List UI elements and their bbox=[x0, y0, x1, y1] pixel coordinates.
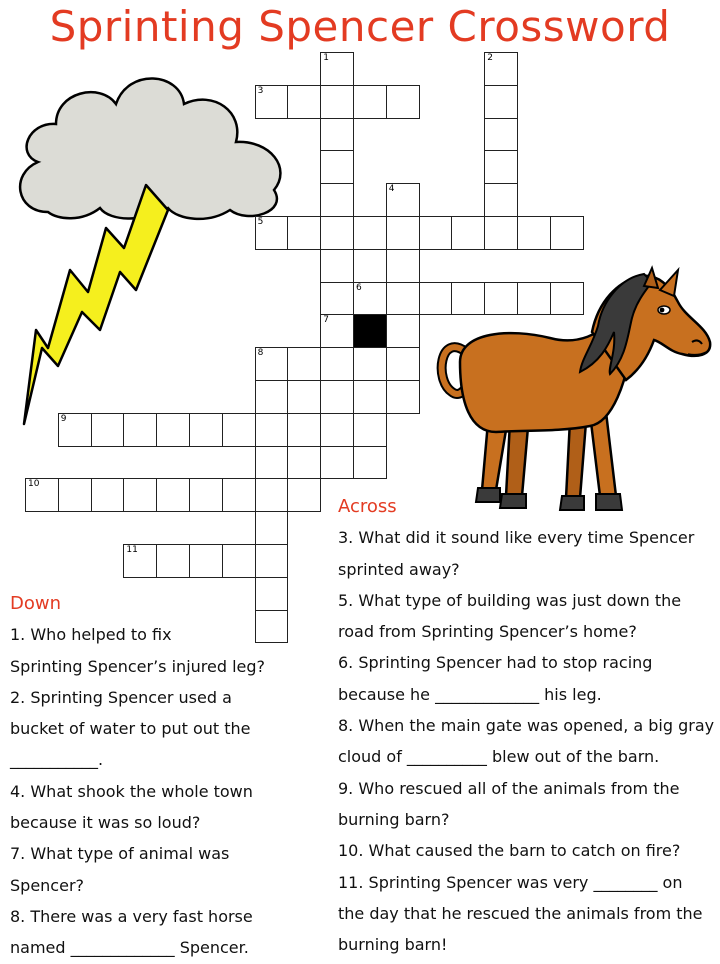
clue-number: 10 bbox=[28, 479, 40, 490]
crossword-cell[interactable] bbox=[156, 544, 190, 578]
crossword-cell[interactable] bbox=[517, 216, 551, 250]
crossword-cell[interactable] bbox=[386, 216, 420, 250]
across-clue-line: sprinted away? bbox=[338, 559, 460, 579]
crossword-cell[interactable] bbox=[484, 118, 518, 152]
crossword-cell[interactable] bbox=[517, 282, 551, 316]
crossword-cell[interactable] bbox=[222, 478, 256, 512]
crossword-cell[interactable] bbox=[353, 216, 387, 250]
across-clue-line: road from Sprinting Spencer’s home? bbox=[338, 622, 637, 642]
crossword-cell[interactable] bbox=[320, 380, 354, 414]
crossword-cell[interactable] bbox=[320, 183, 354, 217]
crossword-cell[interactable] bbox=[320, 249, 354, 283]
crossword-cell[interactable] bbox=[255, 478, 289, 512]
crossword-cell[interactable] bbox=[419, 282, 453, 316]
crossword-cell[interactable] bbox=[287, 347, 321, 381]
clue-number: 8 bbox=[257, 348, 264, 359]
down-clue-line: because it was so loud? bbox=[10, 813, 201, 833]
clue-number: 9 bbox=[60, 413, 67, 424]
crossword-cell[interactable] bbox=[484, 85, 518, 119]
across-clue-line: because he _____________ his leg. bbox=[338, 684, 602, 704]
across-clue-line: 5. What type of building was just down the bbox=[338, 590, 682, 610]
crossword-cell[interactable] bbox=[255, 544, 289, 578]
crossword-cell[interactable] bbox=[320, 85, 354, 119]
crossword-cell[interactable] bbox=[58, 413, 92, 447]
crossword-cell[interactable] bbox=[320, 314, 354, 348]
across-clue-line: burning barn! bbox=[338, 935, 448, 955]
crossword-cell[interactable] bbox=[320, 413, 354, 447]
crossword-cell[interactable] bbox=[222, 413, 256, 447]
clue-number: 11 bbox=[126, 545, 138, 555]
clue-number: 1 bbox=[323, 53, 329, 63]
crossword-cell[interactable] bbox=[484, 183, 518, 217]
crossword-cell[interactable] bbox=[550, 282, 584, 316]
page-title: Sprinting Spencer Crossword bbox=[49, 2, 671, 51]
crossword-black-cell bbox=[353, 314, 387, 348]
across-clues bbox=[338, 491, 718, 960]
crossword-cell[interactable] bbox=[255, 347, 289, 381]
crossword-cell[interactable] bbox=[287, 85, 321, 119]
crossword-cell[interactable] bbox=[451, 216, 485, 250]
crossword-cell[interactable] bbox=[353, 282, 387, 316]
crossword-cell[interactable] bbox=[189, 478, 223, 512]
clue-number: 6 bbox=[356, 282, 362, 293]
down-heading: Down bbox=[10, 593, 62, 614]
clue-number: 5 bbox=[257, 217, 264, 227]
across-clue-line: 10. What caused the barn to catch on fire? bbox=[338, 841, 681, 861]
clue-number: 4 bbox=[388, 184, 395, 195]
down-clue-line: 8. There was a very fast horse bbox=[10, 906, 253, 926]
crossword-cell[interactable] bbox=[484, 282, 518, 316]
crossword-cell[interactable] bbox=[123, 413, 157, 447]
down-clue-line: 1. Who helped to fix bbox=[10, 625, 172, 645]
crossword-cell[interactable] bbox=[123, 478, 157, 512]
crossword-cell[interactable] bbox=[386, 314, 420, 348]
crossword-cell[interactable] bbox=[156, 413, 190, 447]
crossword-cell[interactable] bbox=[320, 347, 354, 381]
across-clue-line: 3. What did it sound like every time Spencer bbox=[338, 528, 695, 548]
crossword-cell[interactable] bbox=[156, 478, 190, 512]
crossword-cell[interactable] bbox=[255, 413, 289, 447]
crossword-cell[interactable] bbox=[419, 216, 453, 250]
across-clue-line: 8. When the main gate was opened, a big gray bbox=[338, 716, 715, 736]
crossword-cell[interactable] bbox=[255, 380, 289, 414]
crossword-cell[interactable] bbox=[353, 85, 387, 119]
crossword-cell[interactable] bbox=[386, 249, 420, 283]
crossword-cell[interactable] bbox=[222, 544, 256, 578]
down-clue-line: ___________. bbox=[10, 750, 104, 770]
across-clue-line: 9. Who rescued all of the animals from the bbox=[338, 778, 680, 798]
crossword-cell[interactable] bbox=[320, 52, 354, 86]
down-clues bbox=[10, 588, 310, 964]
crossword-cell[interactable] bbox=[353, 413, 387, 447]
crossword-cell[interactable] bbox=[320, 118, 354, 152]
crossword-cell[interactable] bbox=[189, 544, 223, 578]
down-clue-line: Spencer? bbox=[10, 875, 85, 895]
crossword-cell[interactable] bbox=[386, 183, 420, 217]
crossword-cell[interactable] bbox=[255, 511, 289, 545]
crossword-cell[interactable] bbox=[287, 413, 321, 447]
crossword-cell[interactable] bbox=[58, 478, 92, 512]
crossword-cell[interactable] bbox=[484, 52, 518, 86]
crossword-cell[interactable] bbox=[386, 380, 420, 414]
crossword-cell[interactable] bbox=[550, 216, 584, 250]
down-clue-line: 7. What type of animal was bbox=[10, 844, 230, 864]
crossword-cell[interactable] bbox=[353, 446, 387, 480]
across-clue-line: the day that he rescued the animals from the bbox=[338, 903, 703, 923]
down-clue-line: Sprinting Spencer’s injured leg? bbox=[10, 656, 266, 676]
clue-number: 2 bbox=[487, 53, 493, 63]
down-clue-line: 2. Sprinting Spencer used a bbox=[10, 687, 232, 707]
crossword-cell[interactable] bbox=[386, 85, 420, 119]
crossword-cell[interactable] bbox=[320, 150, 354, 184]
crossword-cell[interactable] bbox=[91, 478, 125, 512]
crossword-cell[interactable] bbox=[451, 282, 485, 316]
crossword-cell[interactable] bbox=[255, 85, 289, 119]
down-clue-line: bucket of water to put out the bbox=[10, 719, 251, 739]
clue-number: 7 bbox=[323, 315, 329, 326]
crossword-cell[interactable] bbox=[320, 216, 354, 250]
crossword-cell[interactable] bbox=[320, 282, 354, 316]
crossword-cell[interactable] bbox=[91, 413, 125, 447]
down-clue-line: named _____________ Spencer. bbox=[10, 938, 249, 958]
crossword-cell[interactable] bbox=[287, 478, 321, 512]
across-clue-line: burning barn? bbox=[338, 809, 450, 829]
across-clue-line: 6. Sprinting Spencer had to stop racing bbox=[338, 653, 653, 673]
crossword-cell[interactable] bbox=[123, 544, 157, 578]
across-heading: Across bbox=[338, 496, 397, 517]
crossword-cell[interactable] bbox=[386, 282, 420, 316]
clue-number: 3 bbox=[257, 85, 264, 96]
across-clue-line: cloud of __________ blew out of the barn. bbox=[338, 747, 660, 767]
crossword-cell[interactable] bbox=[25, 478, 59, 512]
crossword-cell[interactable] bbox=[287, 216, 321, 250]
crossword-cell[interactable] bbox=[484, 216, 518, 250]
crossword-cell[interactable] bbox=[255, 446, 289, 480]
crossword-cell[interactable] bbox=[255, 216, 289, 250]
crossword-cell[interactable] bbox=[320, 446, 354, 480]
crossword-cell[interactable] bbox=[189, 413, 223, 447]
down-clue-line: 4. What shook the whole town bbox=[10, 781, 253, 801]
crossword-cell[interactable] bbox=[386, 347, 420, 381]
crossword-cell[interactable] bbox=[484, 150, 518, 184]
crossword-cell[interactable] bbox=[353, 347, 387, 381]
crossword-cell[interactable] bbox=[353, 380, 387, 414]
across-clue-line: 11. Sprinting Spencer was very ________ on bbox=[338, 872, 683, 892]
